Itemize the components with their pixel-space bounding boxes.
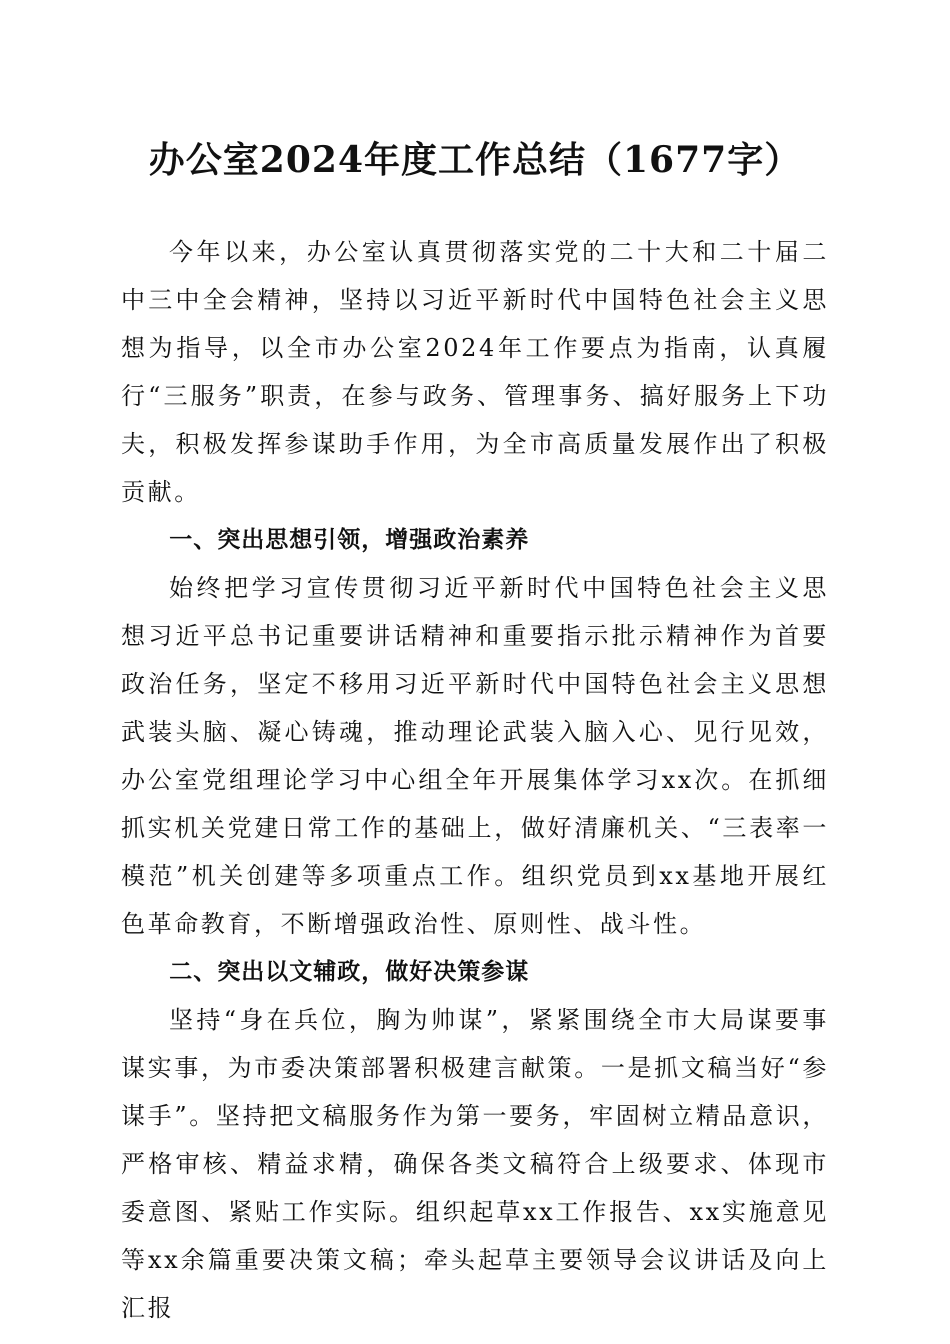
- body-paragraph-section-1: 始终把学习宣传贯彻习近平新时代中国特色社会主义思想习近平总书记重要讲话精神和重要指示批示精神作为首要政治任务，坚定不移用习近平新时代中国特色社会主义思想武装头脑、凝心铸魂，推动理论武装入脑入心、见行见效，办公室党组理论学习中心组全年开展集体学习xx次。在抓细抓实机关党建日常工作的基础上，做好清廉机关、“三表率一模范”机关创建等多项重点工作。组织党员到xx基地开展红色革命教育，不断增强政治性、原则性、战斗性。: [121, 574, 829, 938]
- document-body: [121, 228, 829, 1332]
- document-title: 办公室2024年度工作总结（1677字）: [148, 139, 802, 181]
- section-heading-2: 二、突出以文辅政，做好决策参谋: [169, 959, 530, 985]
- body-paragraph-intro: 今年以来，办公室认真贯彻落实党的二十大和二十届二中三中全会精神，坚持以习近平新时代中国特色社会主义思想为指导，以全市办公室2024年工作要点为指南，认真履行“三服务”职责，在参与政务、管理事务、搞好服务上下功夫，积极发挥参谋助手作用，为全市高质量发展作出了积极贡献。: [121, 238, 829, 506]
- section-heading-1: 一、突出思想引领，增强政治素养: [169, 527, 530, 553]
- body-paragraph-section-2: 坚持“身在兵位，胸为帅谋”，紧紧围绕全市大局谋要事谋实事，为市委决策部署积极建言献策。一是抓文稿当好“参谋手”。坚持把文稿服务作为第一要务，牢固树立精品意识，严格审核、精益求精，确保各类文稿符合上级要求、体现市委意图、紧贴工作实际。组织起草xx工作报告、xx实施意见等xx余篇重要决策文稿；牵头起草主要领导会议讲话及向上汇报: [121, 1006, 829, 1322]
